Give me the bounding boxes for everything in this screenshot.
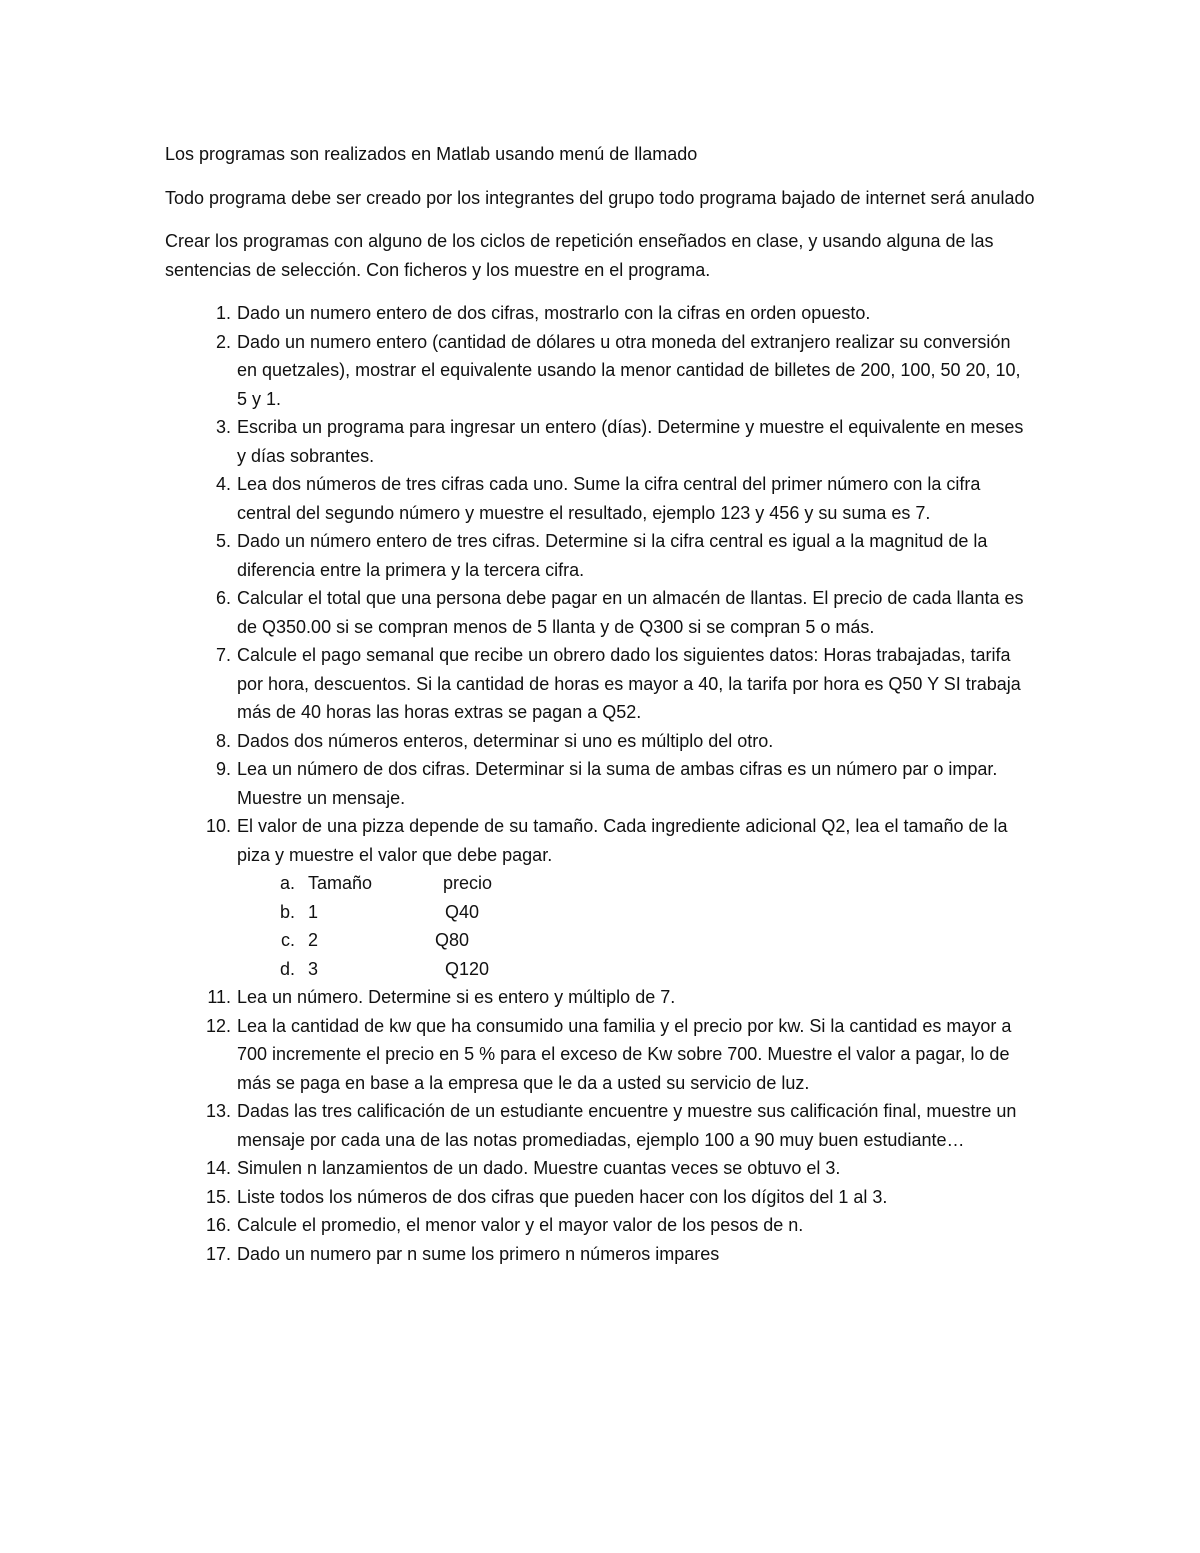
intro-paragraph: Los programas son realizados en Matlab usando menú de llamado bbox=[165, 144, 698, 164]
list-item-text: Calcule el promedio, el menor valor y el mayor valor de los pesos de n. bbox=[237, 1215, 804, 1235]
table-row bbox=[165, 955, 1035, 984]
table-cell-price: Q40 bbox=[445, 901, 480, 922]
table-row bbox=[165, 898, 1035, 927]
table-cell-size: 1 bbox=[308, 901, 319, 922]
list-item-number: 1. bbox=[215, 303, 231, 323]
list-item bbox=[165, 584, 1035, 641]
list-item-text: Dadas las tres calificación de un estudiante encuentre y muestre sus calificación final, muestre un mensaje por cada una de las notas promediadas, ejemplo 100 a 90 muy buen estudiante… bbox=[237, 1101, 1017, 1150]
list-item bbox=[165, 983, 1035, 1012]
list-item-number: 9. bbox=[215, 759, 231, 779]
list-item-number: 7. bbox=[215, 645, 231, 665]
task-list bbox=[165, 299, 1035, 869]
list-item-number: 13. bbox=[205, 1101, 231, 1121]
list-item-text: El valor de una pizza depende de su tamaño. Cada ingrediente adicional Q2, lea el tamaño de la piza y muestre el valor que debe pagar. bbox=[237, 816, 1008, 865]
table-row-letter: c. bbox=[280, 930, 295, 950]
table-cell-price: precio bbox=[443, 873, 493, 893]
list-item-number: 2. bbox=[215, 331, 231, 352]
list-item-text: Dados dos números enteros, determinar si uno es múltiplo del otro. bbox=[237, 730, 774, 751]
list-item-number: 8. bbox=[215, 730, 231, 751]
list-item-text: Simulen n lanzamientos de un dado. Muestre cuantas veces se obtuvo el 3. bbox=[237, 1158, 841, 1178]
list-item-text: Dado un numero entero de dos cifras, mostrarlo con la cifras en orden opuesto. bbox=[237, 303, 871, 323]
list-item-number: 14. bbox=[205, 1158, 231, 1178]
instructions-paragraph: Crear los programas con alguno de los ciclos de repetición enseñados en clase, y usando alguna de las sentencias de selección. Con ficheros y los muestre en el programa. bbox=[165, 231, 994, 280]
table-cell-size: 2 bbox=[308, 930, 319, 950]
list-item-text: Dado un numero entero (cantidad de dólares u otra moneda del extranjero realizar su conversión en quetzales), mostrar el equivalente usando la menor cantidad de billetes de 200, 100, 50 20, 10, 5 y 1. bbox=[237, 331, 1021, 409]
list-item-number: 15. bbox=[205, 1186, 231, 1207]
list-item bbox=[165, 470, 1035, 527]
table-row-letter: b. bbox=[279, 901, 295, 922]
list-item-number: 11. bbox=[207, 987, 231, 1007]
task-list-continued bbox=[165, 983, 1035, 1268]
list-item bbox=[165, 755, 1035, 812]
list-item-text: Lea un número de dos cifras. Determinar si la suma de ambas cifras es un número par o impar. Muestre un mensaje. bbox=[237, 759, 998, 808]
list-item-text: Calcular el total que una persona debe pagar en un almacén de llantas. El precio de cada llanta es de Q350.00 si se compran menos de 5 llanta y de Q300 si se compran 5 o más. bbox=[237, 588, 1024, 637]
table-row-letter: a. bbox=[279, 873, 295, 893]
list-item bbox=[165, 1240, 1035, 1269]
list-item-number: 17. bbox=[205, 1243, 231, 1264]
list-item bbox=[165, 527, 1035, 584]
list-item-text: Calcule el pago semanal que recibe un obrero dado los siguientes datos: Horas trabajadas, tarifa por hora, descuentos. Si la cantidad de horas es mayor a 40, la tarifa por hora es Q50 Y SI trabaja más de 40 horas las horas extras se pagan a Q52. bbox=[237, 645, 1021, 722]
document-body bbox=[165, 140, 1035, 1268]
list-item bbox=[165, 812, 1035, 869]
list-item-number: 5. bbox=[215, 531, 231, 551]
list-item-text: Escriba un programa para ingresar un entero (días). Determine y muestre el equivalente en meses y días sobrantes. bbox=[237, 417, 1024, 466]
list-item bbox=[165, 1154, 1035, 1183]
table-cell-price: Q80 bbox=[435, 930, 470, 950]
list-item-text: Lea un número. Determine si es entero y múltiplo de 7. bbox=[237, 987, 676, 1007]
list-item-number: 16. bbox=[205, 1215, 231, 1235]
list-item bbox=[165, 299, 1035, 328]
rules-paragraph: Todo programa debe ser creado por los integrantes del grupo todo programa bajado de internet será anulado bbox=[165, 187, 1035, 208]
list-item bbox=[165, 1211, 1035, 1240]
table-row-letter: d. bbox=[279, 958, 295, 979]
list-item bbox=[165, 1183, 1035, 1212]
list-item-text: Lea dos números de tres cifras cada uno. Sume la cifra central del primer número con la cifra central del segundo número y muestre el resultado, ejemplo 123 y 456 y su suma es 7. bbox=[237, 474, 981, 523]
list-item bbox=[165, 1012, 1035, 1098]
list-item-number: 10. bbox=[205, 816, 231, 836]
list-item-number: 6. bbox=[215, 588, 231, 608]
table-cell-size: 3 bbox=[308, 958, 319, 979]
pizza-price-table bbox=[165, 869, 1035, 983]
table-row bbox=[165, 869, 1035, 898]
list-item bbox=[165, 328, 1035, 414]
list-item-text: Dado un numero par n sume los primero n números impares bbox=[237, 1243, 720, 1264]
list-item-text: Dado un número entero de tres cifras. Determine si la cifra central es igual a la magnitud de la diferencia entre la primera y la tercera cifra. bbox=[237, 531, 988, 580]
list-item bbox=[165, 727, 1035, 756]
table-cell-price: Q120 bbox=[445, 958, 490, 979]
list-item-number: 4. bbox=[215, 474, 231, 494]
table-cell-size: Tamaño bbox=[308, 873, 373, 893]
list-item-text: Liste todos los números de dos cifras que pueden hacer con los dígitos del 1 al 3. bbox=[237, 1186, 888, 1207]
list-item-number: 3. bbox=[215, 417, 231, 437]
list-item bbox=[165, 1097, 1035, 1154]
list-item bbox=[165, 413, 1035, 470]
list-item bbox=[165, 641, 1035, 727]
table-row bbox=[165, 926, 1035, 955]
list-item-number: 12. bbox=[205, 1015, 231, 1036]
list-item-text: Lea la cantidad de kw que ha consumido una familia y el precio por kw. Si la cantidad es mayor a 700 incremente el precio en 5 % para el exceso de Kw sobre 700. Muestre el valor a pagar, lo de más se paga en base a la empresa que le da a usted su servicio de luz. bbox=[237, 1015, 1012, 1093]
